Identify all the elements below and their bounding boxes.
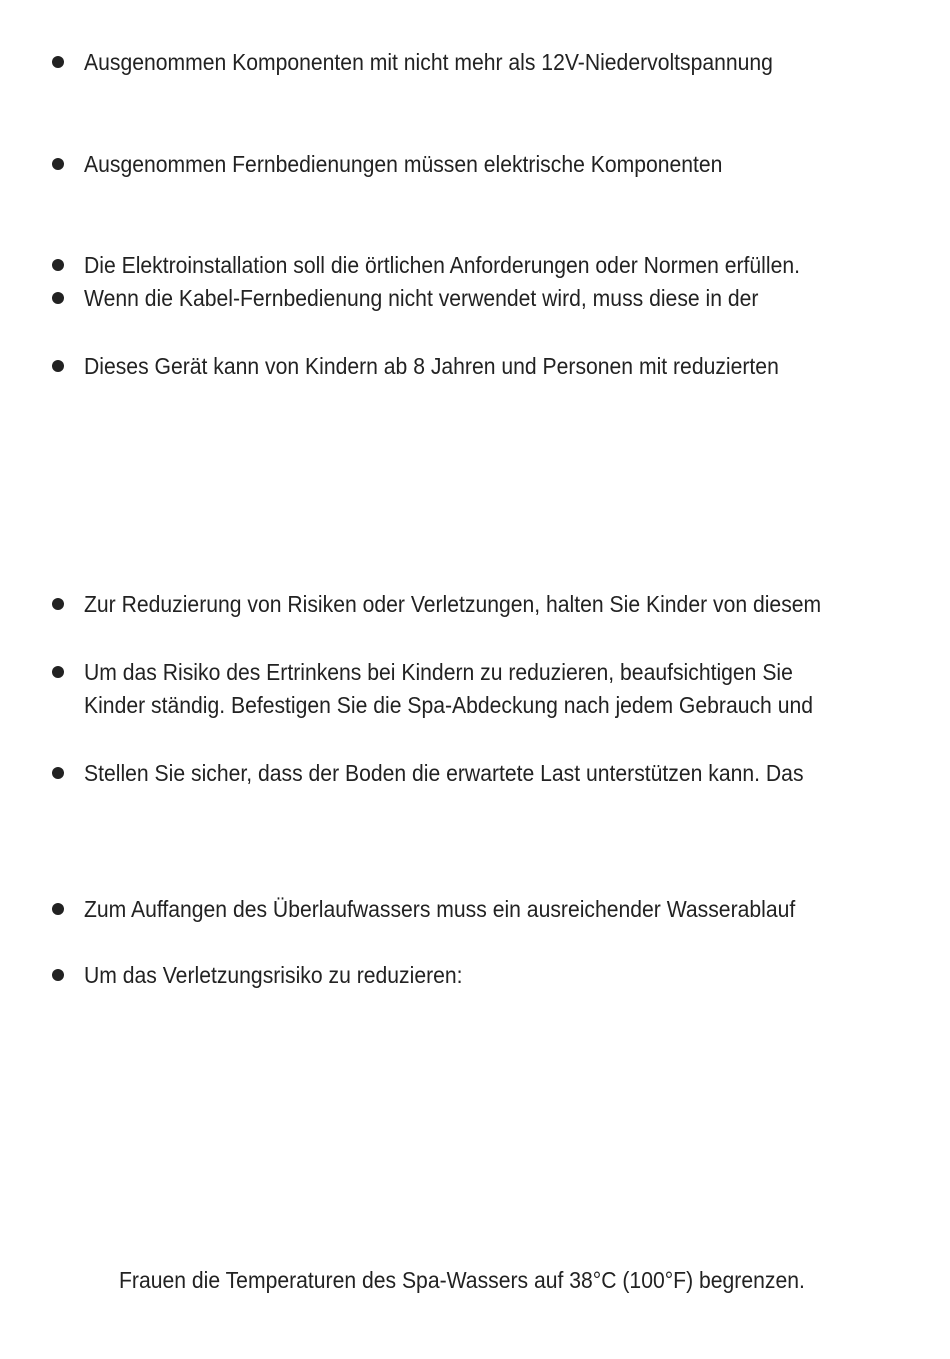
list-item: Zur Reduzierung von Risiken oder Verletzungen, halten Sie Kinder von diesem [84, 591, 822, 617]
bullet-icon [52, 767, 64, 779]
list-item: Die Elektroinstallation soll die örtlichen Anforderungen oder Normen erfüllen. [84, 252, 800, 278]
list-item: Zum Auffangen des Überlaufwassers muss ein ausreichender Wasserablauf [84, 896, 796, 922]
list-item: Um das Risiko des Ertrinkens bei Kindern zu reduzieren, beaufsichtigen Sie [84, 659, 793, 685]
list-item: Stellen Sie sicher, dass der Boden die erwartete Last unterstützen kann. Das [84, 760, 804, 786]
bullet-icon [52, 292, 64, 304]
bullet-icon [52, 903, 64, 915]
list-item-continuation: Kinder ständig. Befestigen Sie die Spa-Abdeckung nach jedem Gebrauch und [84, 692, 813, 718]
bullet-icon [52, 666, 64, 678]
list-item: Ausgenommen Fernbedienungen müssen elektrische Komponenten [84, 151, 723, 177]
list-item: Dieses Gerät kann von Kindern ab 8 Jahren und Personen mit reduzierten [84, 353, 779, 379]
list-item: Um das Verletzungsrisiko zu reduzieren: [84, 962, 463, 988]
bullet-icon [52, 360, 64, 372]
bullet-icon [52, 598, 64, 610]
bullet-icon [52, 969, 64, 981]
trailing-text: Frauen die Temperaturen des Spa-Wassers auf 38°C (100°F) begrenzen. [119, 1267, 805, 1293]
bullet-icon [52, 259, 64, 271]
bullet-icon [52, 158, 64, 170]
bullet-icon [52, 56, 64, 68]
list-item: Wenn die Kabel-Fernbedienung nicht verwendet wird, muss diese in der [84, 285, 759, 311]
list-item: Ausgenommen Komponenten mit nicht mehr als 12V-Niedervoltspannung [84, 49, 773, 75]
